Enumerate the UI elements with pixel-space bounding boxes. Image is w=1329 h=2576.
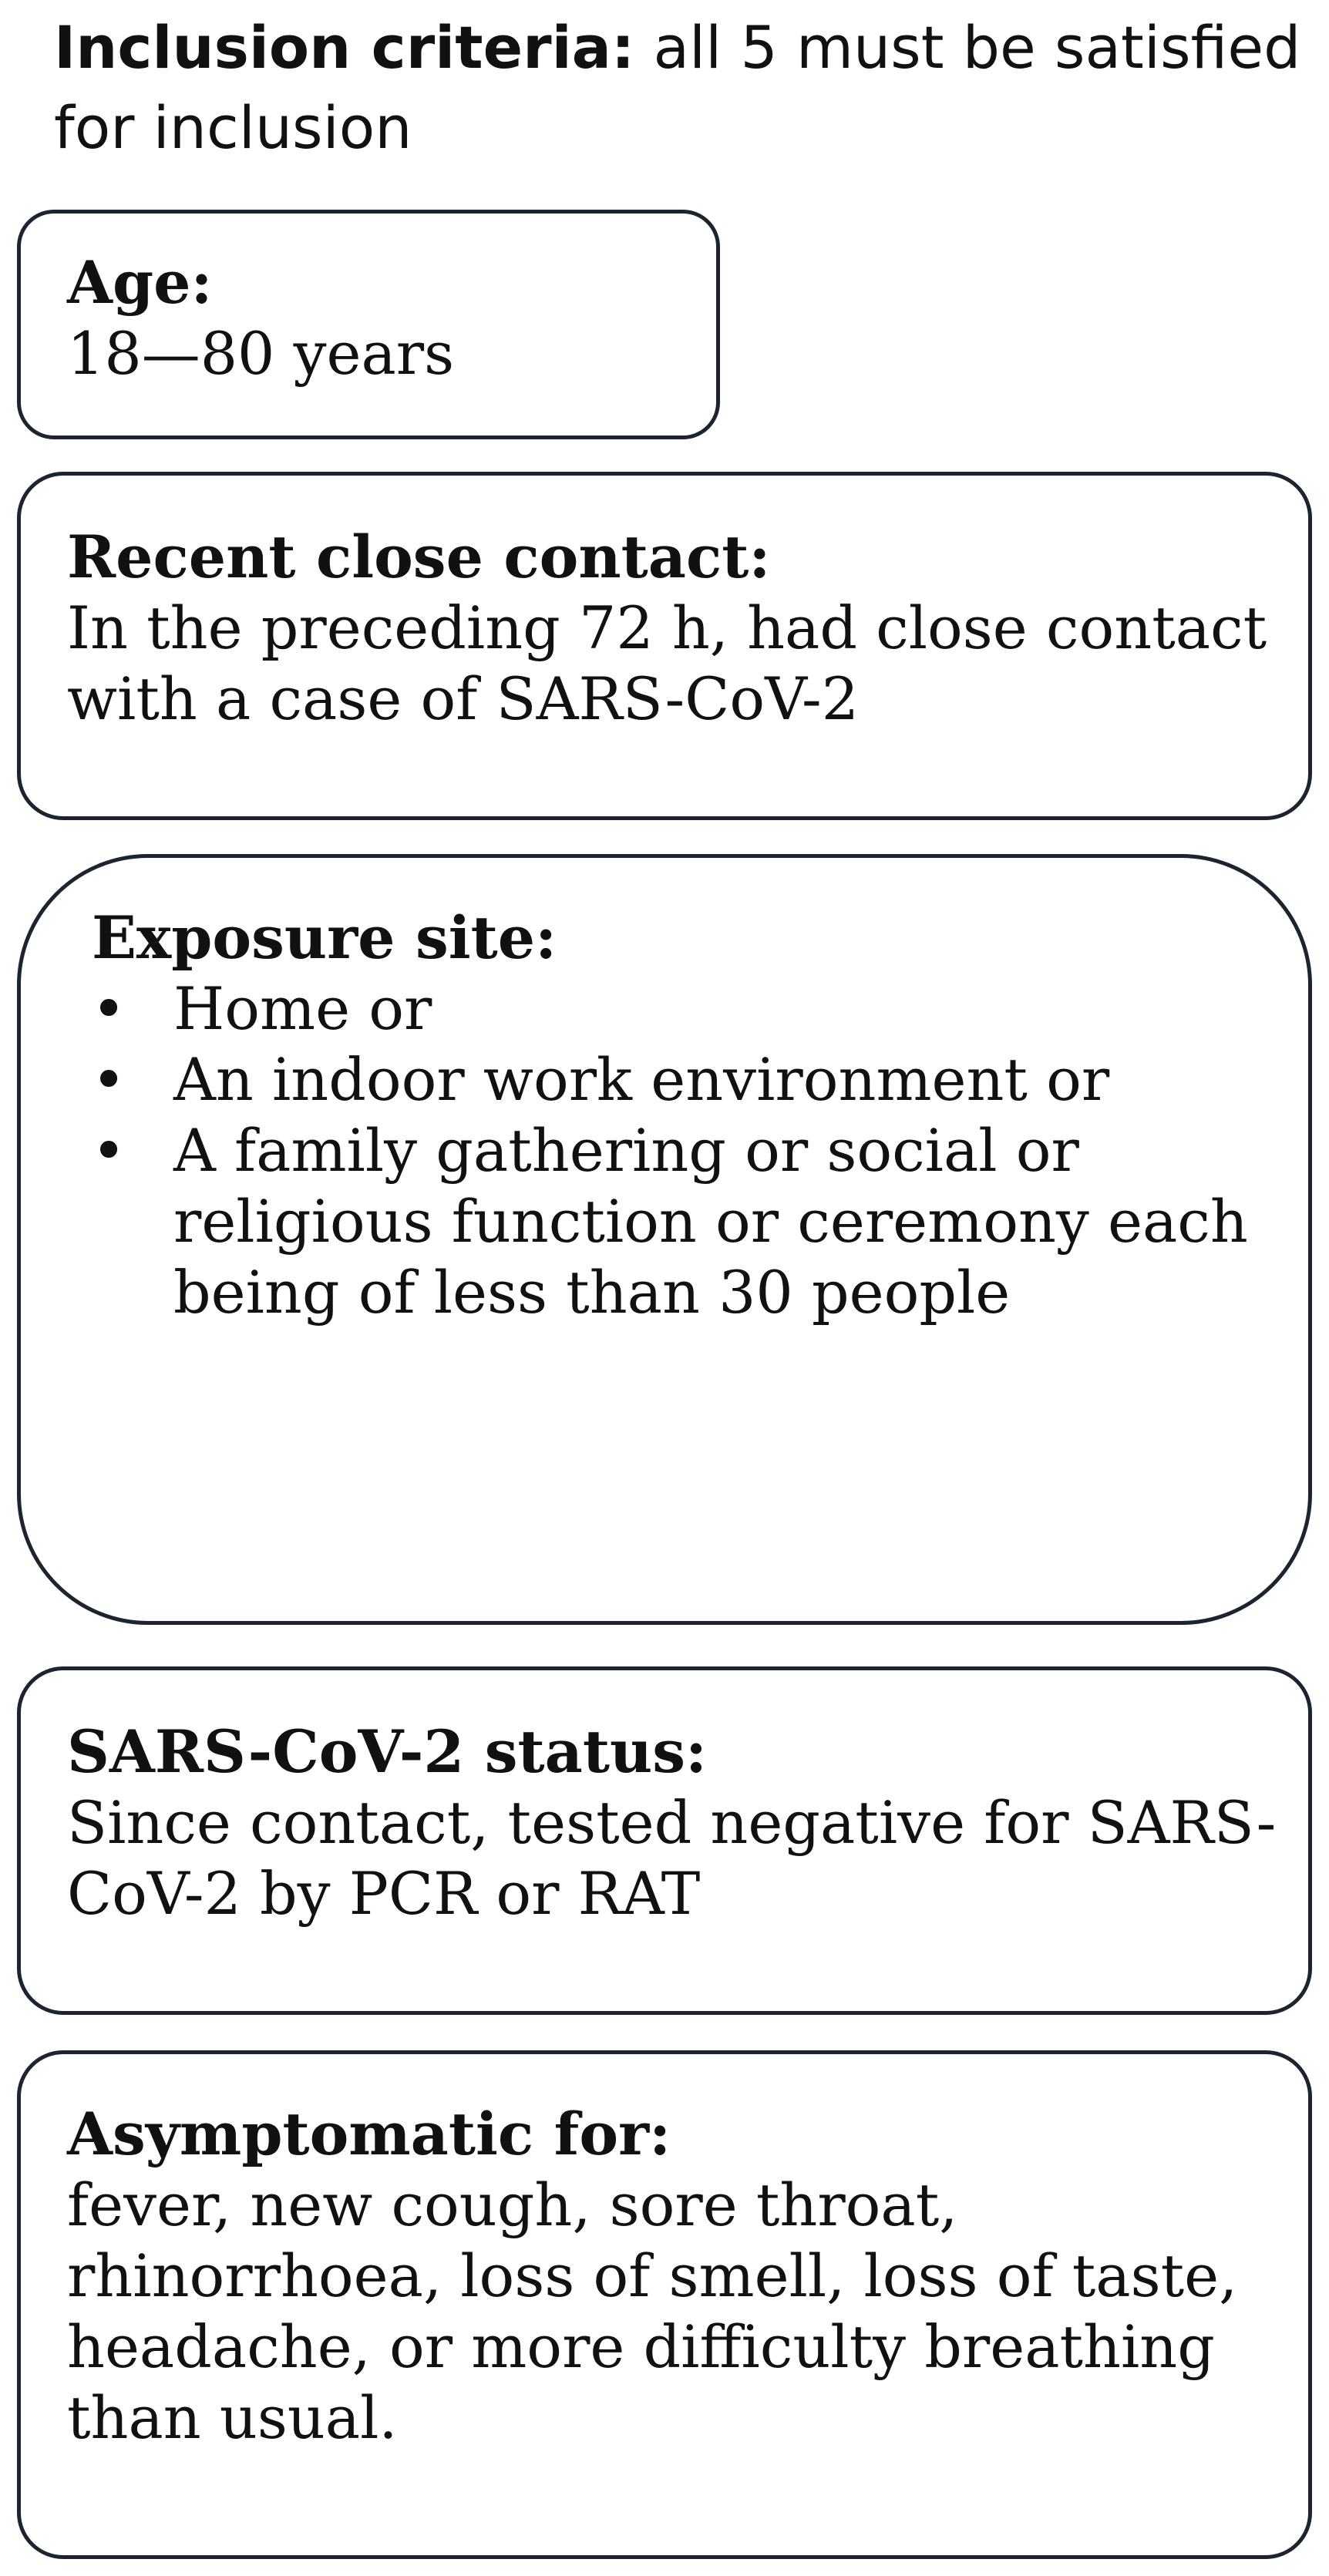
bullet-icon: • bbox=[91, 1045, 126, 1114]
diagram-heading bbox=[54, 8, 1303, 168]
criterion-box-sars-cov-2-status bbox=[17, 1666, 1312, 2015]
exposure-site-list bbox=[92, 974, 1285, 1328]
criterion-title-close-contact: Recent close contact: bbox=[67, 523, 771, 591]
criterion-box-asymptomatic bbox=[17, 2050, 1312, 2559]
heading-rest-text: all 5 must be satisfied for inclusion bbox=[54, 13, 1301, 162]
criterion-box-age bbox=[17, 210, 720, 439]
list-item bbox=[78, 1115, 1285, 1328]
exposure-item-text: A family gathering or social or religious function or ceremony each being of less than 30 people bbox=[173, 1116, 1248, 1327]
criterion-box-close-contact bbox=[17, 472, 1312, 820]
criterion-body-asymptomatic: fever, new cough, sore throat, rhinorrhoea, loss of smell, loss of taste, headache, or more difficulty breathing than usual. bbox=[67, 2171, 1238, 2452]
heading-bold-label: Inclusion criteria: bbox=[54, 13, 635, 82]
bullet-icon: • bbox=[91, 1116, 126, 1185]
criterion-title-age: Age: bbox=[67, 248, 213, 317]
exposure-item-text: An indoor work environment or bbox=[173, 1045, 1110, 1114]
criterion-body-sars-cov-2-status: Since contact, tested negative for SARS-CoV-2 by PCR or RAT bbox=[67, 1788, 1277, 1928]
bullet-icon: • bbox=[91, 974, 126, 1043]
exposure-item-text: Home or bbox=[173, 974, 432, 1043]
criterion-title-exposure-site: Exposure site: bbox=[92, 903, 557, 972]
criterion-title-asymptomatic: Asymptomatic for: bbox=[67, 2100, 671, 2168]
criterion-body-close-contact: In the preceding 72 h, had close contact with a case of SARS-CoV-2 bbox=[67, 594, 1267, 733]
criterion-body-age: 18—80 years bbox=[67, 319, 455, 388]
list-item bbox=[78, 1044, 1285, 1115]
criterion-box-exposure-site bbox=[17, 854, 1312, 1625]
list-item bbox=[78, 974, 1285, 1044]
criterion-title-sars-cov-2-status: SARS-CoV-2 status: bbox=[67, 1717, 708, 1786]
